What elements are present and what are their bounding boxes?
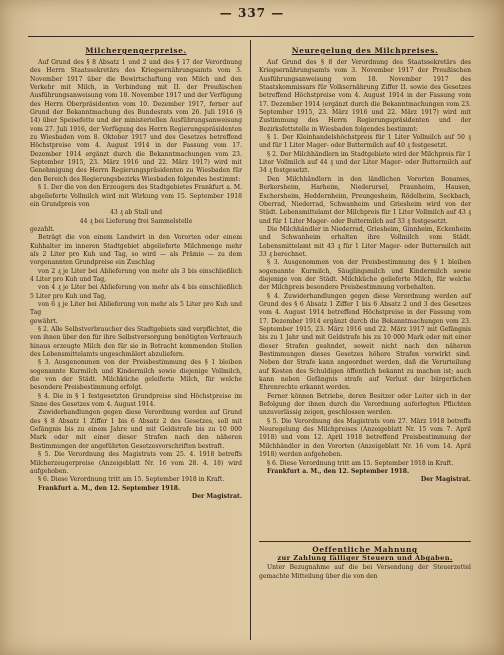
- left-price-stall: 43 ₰ ab Stall und: [110, 209, 162, 217]
- right-para-1: § 1. Der Kleinhandelshöchstpreis für 1 Liter Vollmilch auf 50 ₰ und für 1 Liter Mager- oder Buttermilch auf 40 ₰ festgesetzt.: [259, 134, 471, 150]
- left-price-sammelstelle: 44 ₰ bei Lieferung frei Sammelstelle: [79, 217, 193, 225]
- right-para-vororte: Den Milchhändlern in den ländlichen Vororten Bonames, Berkersheim, Harheim, Niederursel, Praunheim, Hausen, Eschersheim, Heddernheim, Preungesheim, Rödelheim, Seckbach, Oberrad, Niederrad, Schwanheim und Griesheim wird von der Städt. Lebensmittelamt der Milchpreis für 1 Liter Vollmilch auf 43 ₰ und für 1 Liter Mager- oder Buttermilch auf 33 ₰ festgesetzt.: [259, 175, 471, 225]
- left-para-5: § 5. Die Verordnung des Magistrats vom 25. 4. 1918 betreffs Milcherzeugerpreise (Anzeigeblatt Nr. 16 vom 28. 4. 18) wird aufgehoben.: [30, 451, 242, 475]
- right-para-4: § 4. Zuwiderhandlungen gegen diese Verordnung werden auf Grund des § 6 Absatz 1 Ziffer 1 bis 6 Absatz 2 und 3 des Gesetzes vom 4. August 1914 betreffend Höchstpreise in der Fassung vom 17. Dezember 1914 ergänzt durch die Bekanntmachungen vom 23. September 1915, 23. März 1916 und 22. März 1917 mit Gefängnis bis zu 1 Jahr und mit Geldstrafe bis zu 10 000 Mark oder mit einer dieser Strafen geahndet, soweit nicht nach den näheren Bestimmungen dieses Gesetzes höhere Strafen verwirkt sind. Neben der Strafe kann angeordnet werden, daß die Verurteilung auf Kosten des Schuldigen öffentlich bekannt zu machen ist; auch kann neben Gefängnis strafe auf Verlust der bürgerlichen Ehrenrechte erkannt werden.: [259, 292, 471, 392]
- left-gezahlt: gezahlt.: [30, 225, 55, 233]
- right-intro: Auf Grund des § 8 der Verordnung des Staatssekretärs des Kriegsernährungsamts vom 3. November 1917 der Preußischen Ausführungsanweisung vom 18. November 1917 des Staatskommissars für Volksernährung Ziffer II. sowie des Gesetzes betreffend Höchstpreise vom 4. August 1914 in der Fassung vom 17. Dezember 1914 (ergänzt durch die Bekanntmachungen vom 23. September 1915, 23. März 1916 und 22. März 1917) wird mit Zustimmung des Herrn Regierungspräsidenten und der Bezirksfettstelle in Wiesbaden folgendes bestimmt:: [259, 59, 471, 133]
- right-signature: Der Magistrat.: [420, 476, 471, 484]
- left-para-4: § 4. Die in § 1 festgesetzten Grundpreise sind Höchstpreise im Sinne des Gesetzes vom 4. August 1914.: [30, 392, 242, 409]
- right-heading: Neuregelung des Milchpreises.: [291, 46, 439, 55]
- left-bonus-1: von 2 ₰ je Liter bei Ablieferung von mehr als 3 bis einschließlich 4 Liter pro Kuh und Tag,: [30, 267, 242, 283]
- right-para-6: § 6. Diese Verordnung tritt am 15. September 1918 in Kraft.: [267, 459, 454, 467]
- right-column: [259, 46, 471, 485]
- left-para-bonus: Beträgt die von einem Landwirt in den Vororten oder einem Kuhhalter im inneren Stadtgebiet abgelieferte Milchmenge mehr als 2 Liter pro Kuh und Tag, so wird — als Prämie — zu dem vorgenannten Grundpreise ein Zuschlag: [30, 234, 242, 267]
- right-para-3: § 3. Ausgenommen von der Preisbestimmung des § 1 bleiben sogenannte Kurmilch, Säuglingsmilch und Kindermilch sowie diejenige von der Städt. Milchküche gelieferte Milch, für welche der Milchpreis besondere Preisbestimmung vorbehalten.: [259, 259, 471, 292]
- left-para-penalty: Zuwiderhandlungen gegen diese Verordnung werden auf Grund des § 8 Absatz 1 Ziffer 1 bis 6 Absatz 2 des Gesetzes, soll mit Gefängnis bis zu einem Jahre und mit Geldstrafe bis zu 10 000 Mark oder mit einer dieser Strafen nach den näheren Bestimmungen der angeführten Gesetzesvorschriften bestraft.: [30, 409, 242, 450]
- left-para-2: § 2. Alle Selbstverbraucher des Stadtgebiets sind verpflichtet, die von ihnen über den für ihre Selbstversorgung benötigten Verbrauch hinaus erzeugte Milch den für sie in Betracht kommenden Stellen des Lebensmittelamts ungeschmälert abzuliefern.: [30, 326, 242, 359]
- left-gewaehrt: gewährt.: [30, 317, 58, 325]
- left-signature: Der Magistrat.: [191, 492, 242, 500]
- left-para-6: § 6. Diese Verordnung tritt am 15. September 1918 in Kraft.: [38, 476, 225, 484]
- page-number: — 337 —: [219, 6, 285, 20]
- left-intro: Auf Grund des § 8 Absatz 1 und 2 und des § 17 der Verordnung des Herrn Staatssekretärs des Kriegsernährungsamts vom 3. November 1917 über die Bewirtschaftung von Milch und den Verkehr mit Milch, in Verbindung mit II. der Preußischen Ausführungsanweisung vom 18. November 1917 und der Verfügung des Herrn Oberpräsidenten vom 10. Dezember 1917, ferner auf Grund der Bekanntmachung des Bundesrats vom 26. Juli 1916 (§ 14) über Speisefette und der ministeriellen Ausführungsanweisung vom 27. Juli 1916, der Verfügung des Herrn Regierungspräsidenten zu Wiesbaden vom 8. Oktober 1917 und des Gesetzes betreffend Höchstpreise vom 4. August 1914 in der Fassung vom 17. Dezember 1914 ergänzt durch die Bekanntmachungen vom 23. September 1915, 23. März 1916 und 22. März 1917) wird mit Genehmigung des Herrn Regierungspräsidenten zu Wiesbaden für den Bereich des Regierungsbezirks Wiesbaden folgendes bestimmt:: [30, 59, 242, 183]
- left-heading: Milchergengerpreise.: [85, 46, 187, 55]
- left-para-3: § 3. Ausgenommen von der Preisbestimmung des § 1 bleiben sogenannte Kurmilch und Kindermilch sowie diejenige Vollmilch, die von der Städt. Milchküche geleiferte Milch, für welche besondere Preisbestimmung erfolgt.: [30, 359, 242, 392]
- notice-subheading: zur Zahlung fälliger Steuern und Abgaben.: [277, 554, 453, 562]
- right-para-closure: Ferner können Betriebe, deren Besitzer oder Leiter sich in der Befolgung der ihnen durch die Verordnung auferlegten Pflichten unzuverlässig zeigen, geschlossen werden.: [259, 392, 471, 417]
- right-para-5: § 5. Die Verordnung des Magistrats vom 27. März 1918 betreffs Neuregelung des Milchpreises (Anzeigeblatt Nr. 15 vom 7. April 1918) und vom 12. April 1918 betreffend Preisbestimmung der Milchhändler in den Vororten (Anzeigeblatt Nr. 16 vom 14. April 1918) werden aufgehoben.: [259, 417, 471, 459]
- notice-heading: Oeffentliche Mahnung: [312, 545, 418, 554]
- left-bonus-2: von 4 ₰ je Liter bei Ablieferung von mehr als 4 bis einschließlich 5 Liter pro Kuh und Tag,: [30, 284, 242, 300]
- right-para-2: § 2. Der Milchhändlern im Stadtgebiete wird der Milchpreis für 1 Liter Vollmilch auf 44 ₰ und der Liter Mager- oder Buttermilch auf 34 ₰ festgesetzt.: [259, 150, 471, 175]
- right-dateline: Frankfurt a. M., den 12. September 1918.: [267, 467, 410, 475]
- left-dateline: Frankfurt a. M., den 12. September 1918.: [38, 484, 181, 492]
- notice-rule: [259, 541, 471, 542]
- left-bonus-3: von 6 ₰ je Liter bei Ablieferung von mehr als 5 Liter pro Kuh und Tag: [30, 300, 242, 317]
- public-notice: [259, 545, 471, 581]
- notice-para-1: Unter Bezugnahme auf die bei Versendung der Steuerzettel gemachte Mitteilung über die von den: [259, 564, 471, 580]
- right-para-haendler: Die Milchhändler in Niederrad, Griesheim, Ginnheim, Eckenheim und Schwanheim erhalten ihre Vollmilch vom Städt. Lebensmittelamt mit 43 ₰ für 1 Liter Mager- oder Buttermilch mit 33 ₰ berechnet.: [259, 225, 471, 258]
- column-divider: [250, 40, 251, 640]
- left-column: [30, 46, 242, 501]
- left-para-1: § 1. Der die von den Erzeugern des Stadtgebietes Frankfurt a. M. abgelieferte Vollmilch wird mit Wirkung vom 15. September 1918 ein Grundpreis von: [30, 184, 242, 208]
- top-rule: [28, 36, 474, 37]
